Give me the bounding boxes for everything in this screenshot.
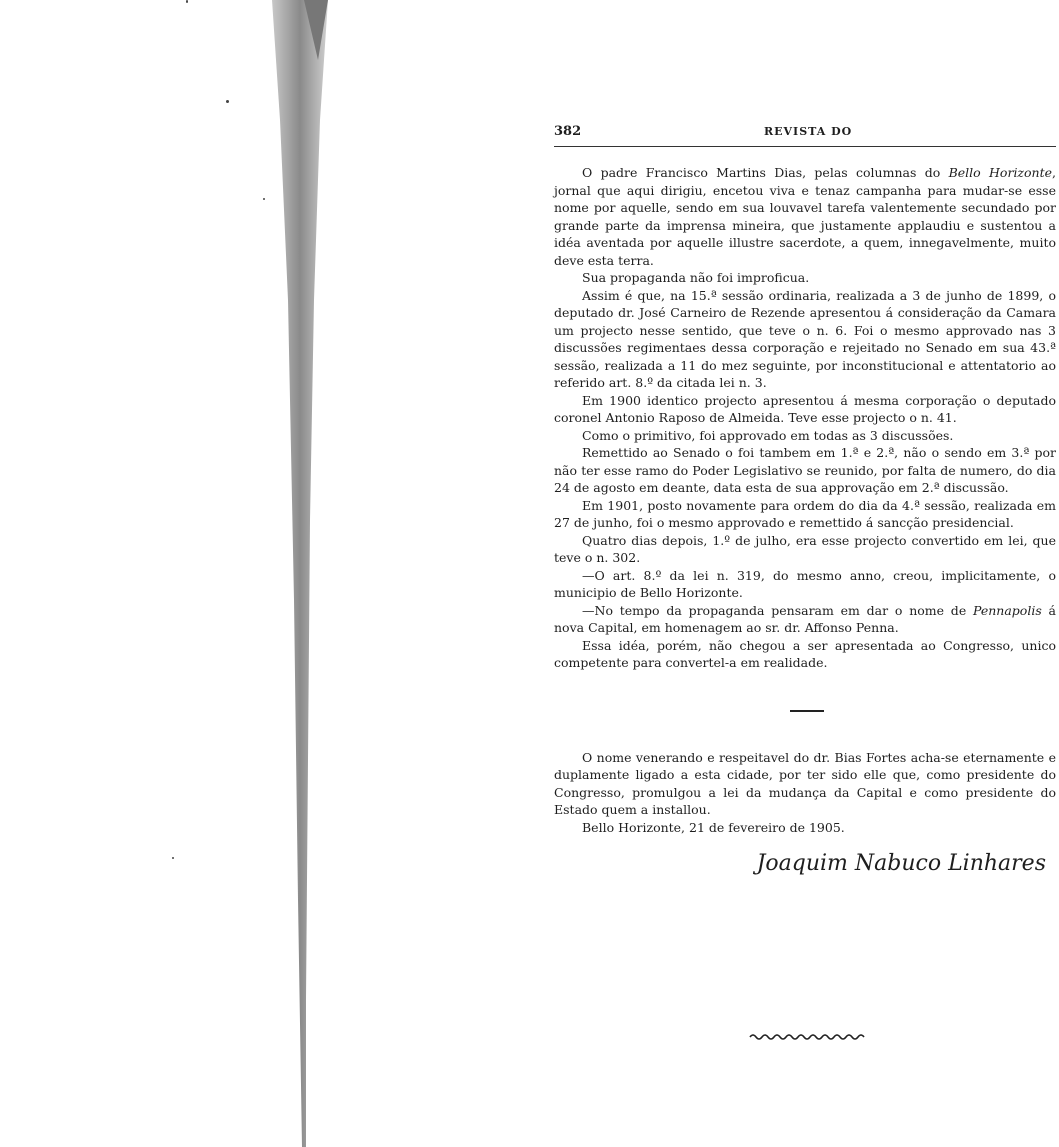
text-run: Remettido ao Senado o foi tambem em 1.ª e 2.ª, não o sendo em 3.ª por não ter esse ramo do Poder Legislativo se reunido, por falta de numero, do dia 24 de agosto em deante, data esta de sua approvação em 2.ª discussão. [554,445,1056,495]
book-page [554,124,1056,878]
text-run: Essa idéa, porém, não chegou a ser apresentada ao Congresso, unico competente para convertel-a em realidade. [554,637,1056,670]
paragraph [554,392,1056,427]
scan-speck [172,857,174,859]
paragraph [554,602,1056,637]
italic-title: Pennapolis [973,602,1042,618]
text-run: Quatro dias depois, 1.º de julho, era esse projecto convertido em lei, que teve o n. 302. [554,532,1056,565]
article-body [554,164,1056,672]
page-number: 382 [554,124,582,139]
italic-title: Bello Horizonte [948,165,1053,180]
binding-gutter [268,0,328,1147]
text-run: , jornal que aqui dirigiu, encetou viva e tenaz campanha para mudar-se esse nome por aquelle, sendo em sua louvavel tarefa valentemente secundado por grande parte da imprensa mineira, que justamente applaudiu e sustentou a idéa aventada por aquelle illustre sacerdote, a quem, innegavelmente, muito deve esta terra. [554,165,1057,268]
text-run: O nome venerando e respeitavel do dr. Bias Fortes acha-se eternamente e duplamente ligado a esta cidade, por ter sido elle que, como presidente do Congresso, promulgou a lei da mudança da Capital e como presidente do Estado quem a installou. [554,749,1056,817]
paragraph [554,269,1056,287]
text-run: Em 1900 identico projecto apresentou á mesma corporação o deputado coronel Antonio Raposo de Almeida. Teve esse projecto o n. 41. [554,392,1056,425]
paragraph [554,749,1056,819]
scan-speck [263,198,265,200]
text-run: —O art. 8.º da lei n. 319, do mesmo anno, creou, implicitamente, o municipio de Bello Horizonte. [554,567,1056,600]
scan-speck [226,100,229,103]
text-run: Bello Horizonte, 21 de fevereiro de 1905. [582,819,845,835]
paragraph [554,532,1056,567]
paragraph [554,497,1056,532]
paragraph [554,287,1056,392]
paragraph [554,567,1056,602]
text-run: Em 1901, posto novamente para ordem do dia da 4.ª sessão, realizada em 27 de junho, foi o mesmo approvado e remettido á sancção presidencial. [554,497,1056,530]
paragraph [554,819,1056,837]
section-divider [790,710,824,712]
signature-flourish [748,1032,868,1042]
text-run: —No tempo da propaganda pensaram em dar o nome de [582,602,973,618]
paragraph [554,444,1056,497]
running-head [554,124,1056,147]
text-run: Assim é que, na 15.ª sessão ordinaria, realizada a 3 de junho de 1899, o deputado dr. José Carneiro de Rezende apresentou á consideração da Camara um projecto nesse sentido, que teve o n. 6. Foi o mesmo approvado nas 3 discussões regimentaes dessa corporação e rejeitado no Senado em sua 43.ª sessão, realizada a 11 do mez seguinte, por inconstitucional e attentatorio ao referido art. 8.º da citada lei n. 3. [554,287,1056,390]
closing-section [554,749,1056,837]
scan-speck [186,0,188,3]
running-title: REVISTA DO [764,125,853,138]
text-run: á nova Capital, em homenagem ao sr. dr. Affonso Penna. [554,602,1056,635]
text-run: Sua propaganda não foi improficua. [582,270,810,285]
text-run: O padre Francisco Martins Dias, pelas columnas do [582,165,949,180]
paragraph [554,637,1056,672]
paragraph [554,427,1056,445]
author-signature: Joaquim Nabuco Linhares [756,851,1046,876]
paragraph [554,164,1056,269]
text-run: Como o primitivo, foi approvado em todas as 3 discussões. [582,427,954,443]
